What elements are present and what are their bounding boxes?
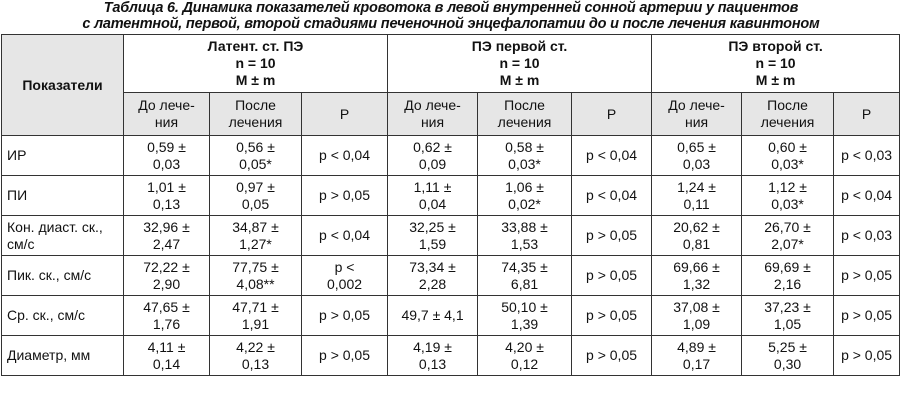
subheader-before-line: До лече- <box>138 97 195 113</box>
cell-line: p > 0,05 <box>841 267 893 283</box>
subheader-before-line: До лече- <box>668 97 725 113</box>
value-cell <box>210 336 302 376</box>
subheader-after <box>478 93 572 136</box>
cell-line: p < 0,03 <box>841 147 893 163</box>
value-cell <box>652 296 742 336</box>
cell-line: 37,08 ± <box>673 298 720 315</box>
subheader-after-line: После <box>767 97 808 113</box>
cell-line: 0,04 <box>418 195 447 212</box>
cell-line: 4,11 ± <box>147 338 186 355</box>
p-value-cell <box>302 216 388 256</box>
group-header-latent <box>124 35 388 93</box>
cell-line: 4,19 ± <box>413 338 452 355</box>
p-value-cell <box>302 136 388 176</box>
p-value-cell <box>302 256 388 296</box>
value-cell <box>478 176 572 216</box>
subheader-after-line: лечения <box>497 114 552 130</box>
value-cell <box>652 136 742 176</box>
row-label <box>2 136 124 176</box>
cell-line: p > 0,05 <box>586 267 638 283</box>
table-row <box>2 296 900 336</box>
cell-line: 2,16 <box>773 275 802 292</box>
cell-line: 0,03* <box>771 155 804 172</box>
group-stat: M ± m <box>499 72 540 88</box>
cell-line: p > 0,05 <box>319 307 371 323</box>
row-label <box>2 296 124 336</box>
cell-line: 0,13 <box>241 355 270 372</box>
value-cell <box>388 216 478 256</box>
cell-line: 77,75 ± <box>232 258 279 275</box>
cell-line: 0,02* <box>508 195 541 212</box>
metric-header <box>2 35 124 136</box>
group-stat: M ± m <box>235 72 276 88</box>
cell-line: 50,10 ± <box>501 298 548 315</box>
group-stat: M ± m <box>755 72 796 88</box>
subheader-before-line: ния <box>684 114 709 130</box>
cell-line: 0,81 <box>682 235 711 252</box>
value-cell <box>388 296 478 336</box>
cell-line: 0,05* <box>239 155 272 172</box>
cell-line: p < 0,04 <box>586 187 638 203</box>
row-label-line: Кон. диаст. ск., <box>7 218 103 235</box>
value-cell <box>210 256 302 296</box>
cell-line: 1,27* <box>239 235 272 252</box>
table-row <box>2 216 900 256</box>
p-value-cell <box>302 176 388 216</box>
subheader-row <box>2 93 900 136</box>
row-label <box>2 176 124 216</box>
value-cell <box>742 216 834 256</box>
cell-line: 2,07* <box>771 235 804 252</box>
cell-line: p > 0,05 <box>841 347 893 363</box>
cell-line: 69,66 ± <box>673 258 720 275</box>
cell-line: p > 0,05 <box>841 307 893 323</box>
value-cell <box>478 256 572 296</box>
cell-line: 37,23 ± <box>764 298 811 315</box>
cell-line: p > 0,05 <box>586 347 638 363</box>
subheader-before-line: До лече- <box>404 97 461 113</box>
cell-line: 1,06 ± <box>505 178 544 195</box>
value-cell <box>210 176 302 216</box>
cell-line: 20,62 ± <box>673 218 720 235</box>
p-value-cell <box>572 256 652 296</box>
subheader-before <box>652 93 742 136</box>
subheader-after-line: После <box>235 97 276 113</box>
value-cell <box>388 336 478 376</box>
row-label-line: см/с <box>7 235 35 252</box>
cell-line: 0,03 <box>682 155 711 172</box>
p-value-cell <box>302 336 388 376</box>
cell-line: 0,03* <box>508 155 541 172</box>
table-row <box>2 256 900 296</box>
row-label-line: ИР <box>7 147 27 163</box>
subheader-after-line: После <box>504 97 545 113</box>
cell-line: 0,65 ± <box>677 138 716 155</box>
cell-line: 6,81 <box>510 275 539 292</box>
value-cell <box>478 136 572 176</box>
p-value-cell <box>834 136 900 176</box>
cell-line: 0,59 ± <box>147 138 186 155</box>
value-cell <box>124 176 210 216</box>
table-caption <box>0 0 902 34</box>
row-label <box>2 256 124 296</box>
value-cell <box>478 216 572 256</box>
row-label <box>2 336 124 376</box>
cell-line: 2,28 <box>418 275 447 292</box>
p-value-cell <box>834 336 900 376</box>
value-cell <box>124 256 210 296</box>
cell-line: 1,53 <box>510 235 539 252</box>
cell-line: 5,25 ± <box>768 338 807 355</box>
p-value-cell <box>572 136 652 176</box>
row-label-line: Диаметр, мм <box>7 347 91 363</box>
cell-line: 0,12 <box>510 355 539 372</box>
value-cell <box>742 336 834 376</box>
cell-line: 0,13 <box>418 355 447 372</box>
row-label-line: ПИ <box>7 187 28 203</box>
p-value-cell <box>572 336 652 376</box>
cell-line: p < 0,04 <box>586 147 638 163</box>
value-cell <box>210 136 302 176</box>
value-cell <box>124 296 210 336</box>
cell-line: 0,13 <box>152 195 181 212</box>
cell-line: p < 0,03 <box>841 227 893 243</box>
cell-line: 0,05 <box>241 195 270 212</box>
cell-line: 0,002 <box>326 275 363 292</box>
subheader-before-line: ния <box>154 114 179 130</box>
cell-line: 1,91 <box>241 315 270 332</box>
subheader-after-line: лечения <box>228 114 283 130</box>
cell-line: 0,03* <box>771 195 804 212</box>
group-header-first <box>388 35 652 93</box>
subheader-p: P <box>302 93 388 136</box>
cell-line: 0,17 <box>682 355 711 372</box>
p-value-cell <box>834 216 900 256</box>
cell-line: 1,01 ± <box>147 178 186 195</box>
subheader-after-line: лечения <box>760 114 815 130</box>
subheader-after <box>742 93 834 136</box>
cell-line: 1,76 <box>152 315 181 332</box>
group-n: n = 10 <box>499 55 540 71</box>
cell-line: p > 0,05 <box>586 307 638 323</box>
table-row <box>2 176 900 216</box>
cell-line: 0,14 <box>152 355 181 372</box>
group-header-second <box>652 35 900 93</box>
value-cell <box>388 136 478 176</box>
group-n: n = 10 <box>235 55 276 71</box>
value-cell <box>210 216 302 256</box>
cell-line: 2,90 <box>152 275 181 292</box>
cell-line: 1,11 ± <box>413 178 452 195</box>
subheader-p: P <box>834 93 900 136</box>
table-body <box>2 136 900 376</box>
value-cell <box>742 256 834 296</box>
cell-line: 1,12 ± <box>768 178 807 195</box>
cell-line: 1,09 <box>682 315 711 332</box>
value-cell <box>652 336 742 376</box>
p-value-cell <box>572 176 652 216</box>
table-row <box>2 336 900 376</box>
value-cell <box>124 336 210 376</box>
cell-line: 0,62 ± <box>413 138 452 155</box>
cell-line: 0,97 ± <box>236 178 275 195</box>
cell-line: 26,70 ± <box>764 218 811 235</box>
cell-line: p < 0,04 <box>319 147 371 163</box>
value-cell <box>742 136 834 176</box>
value-cell <box>124 136 210 176</box>
p-value-cell <box>302 296 388 336</box>
cell-line: 4,20 ± <box>505 338 544 355</box>
cell-line: 34,87 ± <box>232 218 279 235</box>
value-cell <box>742 296 834 336</box>
group-n: n = 10 <box>755 55 796 71</box>
subheader-p: P <box>572 93 652 136</box>
cell-line: 47,65 ± <box>143 298 190 315</box>
p-value-cell <box>572 216 652 256</box>
cell-line: 0,11 <box>683 195 710 212</box>
cell-line: 4,89 ± <box>677 338 716 355</box>
cell-line: 32,96 ± <box>143 218 190 235</box>
caption-line-2: с латентной, первой, второй стадиями печеночной энцефалопатии до и после лечения кавинтоном <box>82 16 820 32</box>
cell-line: 69,69 ± <box>764 258 811 275</box>
value-cell <box>652 176 742 216</box>
caption-line-1: Таблица 6. Динамика показателей кровотока в левой внутренней сонной артерии у пациентов <box>103 0 799 16</box>
subheader-before <box>388 93 478 136</box>
cell-line: 0,30 <box>773 355 802 372</box>
value-cell <box>210 296 302 336</box>
cell-line: p < 0,04 <box>319 227 371 243</box>
value-cell <box>652 256 742 296</box>
cell-line: 1,24 ± <box>677 178 716 195</box>
cell-line: p > 0,05 <box>586 227 638 243</box>
cell-line: 47,71 ± <box>232 298 279 315</box>
group-title: ПЭ первой ст. <box>471 38 568 54</box>
cell-line: 32,25 ± <box>409 218 456 235</box>
subheader-after <box>210 93 302 136</box>
header-group-row <box>2 35 900 93</box>
cell-line: 73,34 ± <box>409 258 456 275</box>
cell-line: p > 0,05 <box>319 187 371 203</box>
p-value-cell <box>834 296 900 336</box>
table-row <box>2 136 900 176</box>
cell-line: 1,32 <box>682 275 711 292</box>
metric-header-label: Показатели <box>22 76 103 93</box>
p-value-cell <box>572 296 652 336</box>
cell-line: 0,09 <box>418 155 447 172</box>
subheader-before-line: ния <box>420 114 445 130</box>
cell-line: 0,60 ± <box>768 138 807 155</box>
cell-line: 0,03 <box>152 155 181 172</box>
results-table <box>1 34 900 376</box>
cell-line: 4,08** <box>236 275 275 292</box>
value-cell <box>388 176 478 216</box>
subheader-before <box>124 93 210 136</box>
cell-line: 49,7 ± 4,1 <box>401 307 464 323</box>
cell-line: p < 0,04 <box>841 187 893 203</box>
value-cell <box>124 216 210 256</box>
cell-line: 1,05 <box>773 315 802 332</box>
cell-line: 1,39 <box>510 315 539 332</box>
row-label <box>2 216 124 256</box>
value-cell <box>388 256 478 296</box>
cell-line: 1,59 <box>418 235 447 252</box>
cell-line: p < <box>334 258 355 275</box>
p-value-cell <box>834 176 900 216</box>
p-value-cell <box>834 256 900 296</box>
cell-line: p > 0,05 <box>319 347 371 363</box>
cell-line: 0,56 ± <box>236 138 275 155</box>
value-cell <box>742 176 834 216</box>
cell-line: 0,58 ± <box>505 138 544 155</box>
value-cell <box>478 296 572 336</box>
value-cell <box>652 216 742 256</box>
cell-line: 2,47 <box>152 235 181 252</box>
row-label-line: Пик. ск., см/с <box>7 267 92 283</box>
cell-line: 72,22 ± <box>143 258 190 275</box>
cell-line: 74,35 ± <box>501 258 548 275</box>
cell-line: 4,22 ± <box>236 338 275 355</box>
cell-line: 33,88 ± <box>501 218 548 235</box>
group-title: ПЭ второй ст. <box>728 38 823 54</box>
group-title: Латент. ст. ПЭ <box>207 38 304 54</box>
value-cell <box>478 336 572 376</box>
row-label-line: Ср. ск., см/с <box>7 307 85 323</box>
